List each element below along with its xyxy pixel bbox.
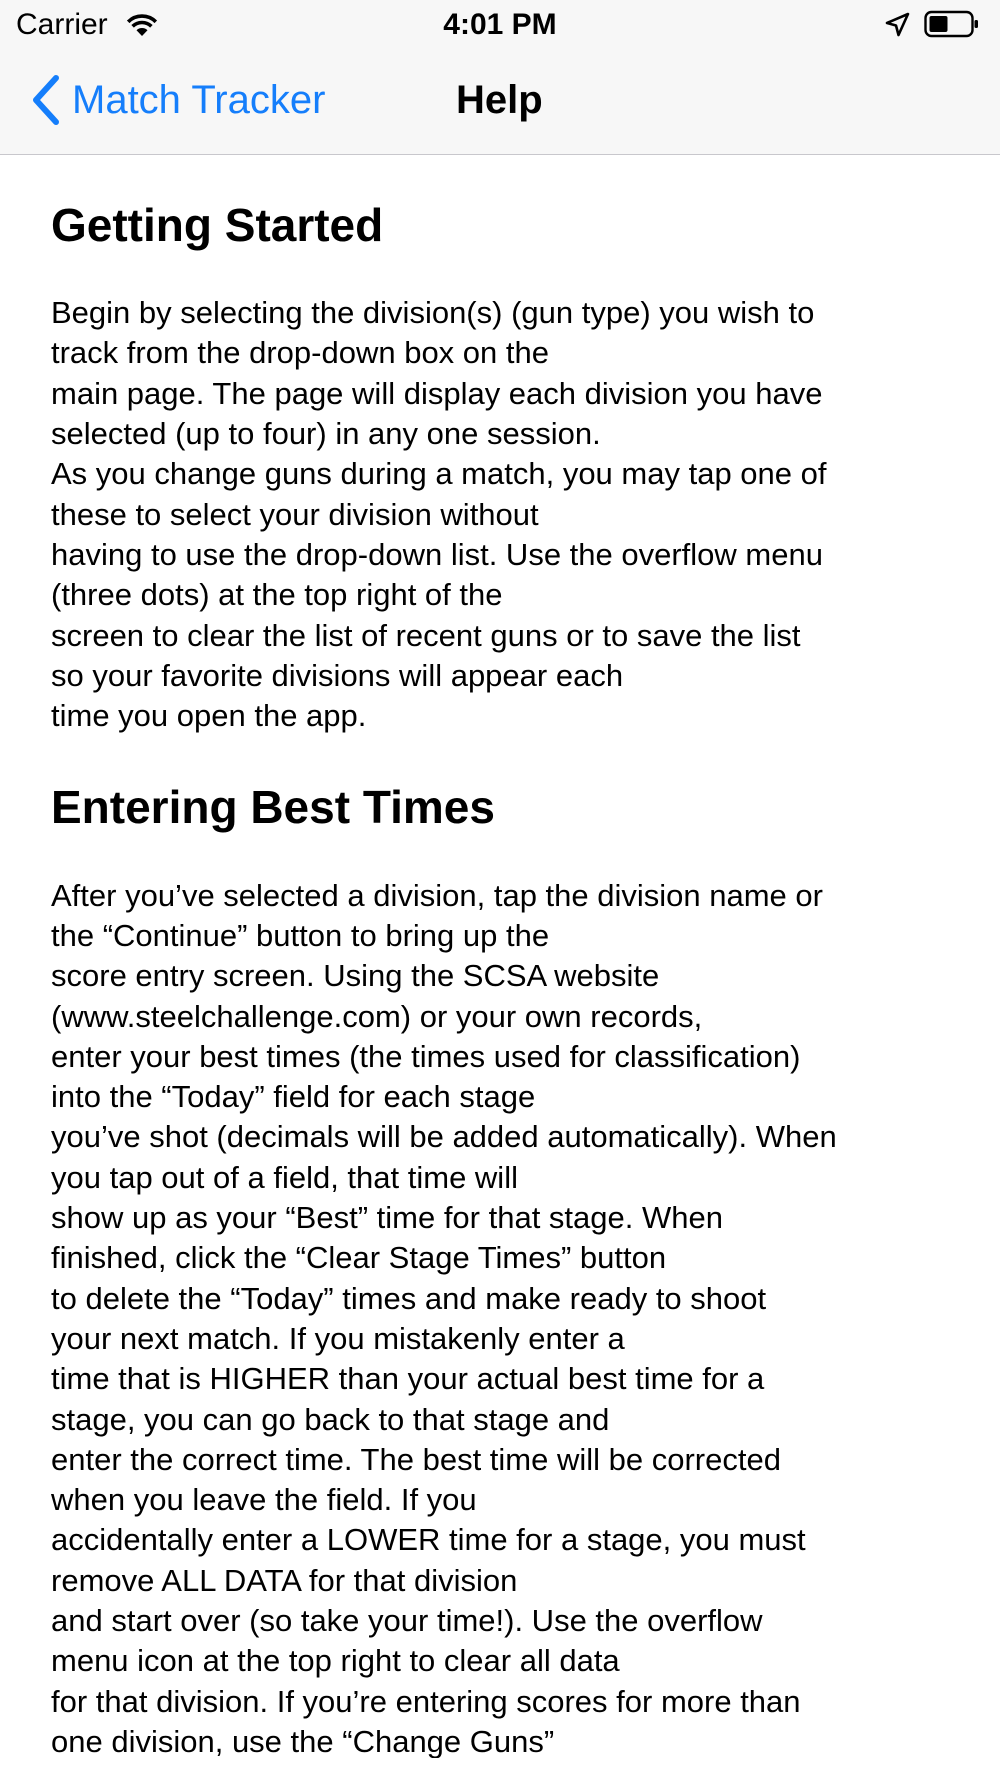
section-body: After you’ve selected a division, tap the division name or the “Continue” button to bring up the score entry screen. Using the SCSA website (www.steelchallenge.com) or your own records, enter your best times (the times used for classification) into the “Today” field for each stage you’ve shot (decimals will be added automatically). When you tap out of a field, that time will show up as your “Best” time for that stage. When finished, click the “Clear Stage Times” button to delete the “Today” times and make ready to shoot your next match. If you mistakenly enter a time that is HIGHER than your actual best time for a stage, you can go back to that stage and enter the correct time. The best time will be corrected when you leave the field. If you accidentally enter a LOWER time for a stage, you must remove ALL DATA for that division and start over (so take your time!). Use the overflow menu icon at the top right to clear all data for that division. If you’re entering scores for more than one division, use the “Change Guns” (51, 877, 837, 1758)
back-button-label: Match Tracker (72, 77, 326, 122)
carrier-label: Carrier (16, 8, 108, 41)
clock: 4:01 PM (443, 8, 557, 41)
battery-icon (924, 10, 980, 38)
page-title: Help (456, 78, 543, 122)
section-title: Entering Best Times (51, 781, 495, 834)
section-body: Begin by selecting the division(s) (gun type) you wish to track from the drop-down box on the main page. The page will display each division you have selected (up to four) in any one session. As you change guns during a match, you may tap one of these to select your division without having to use the drop-down list. Use the overflow menu (three dots) at the top right of the screen to clear the list of recent guns or to save the list so your favorite divisions will appear each time you open the app. (51, 295, 827, 734)
section-entering-best-times (51, 780, 951, 1758)
status-bar (0, 0, 1000, 50)
navigation-bar (0, 50, 1000, 155)
section-getting-started (51, 198, 951, 736)
section-title: Getting Started (51, 199, 384, 251)
location-arrow-icon (884, 12, 910, 38)
chevron-left-icon (28, 74, 62, 126)
help-content[interactable] (51, 154, 951, 1758)
back-button[interactable] (28, 72, 325, 128)
